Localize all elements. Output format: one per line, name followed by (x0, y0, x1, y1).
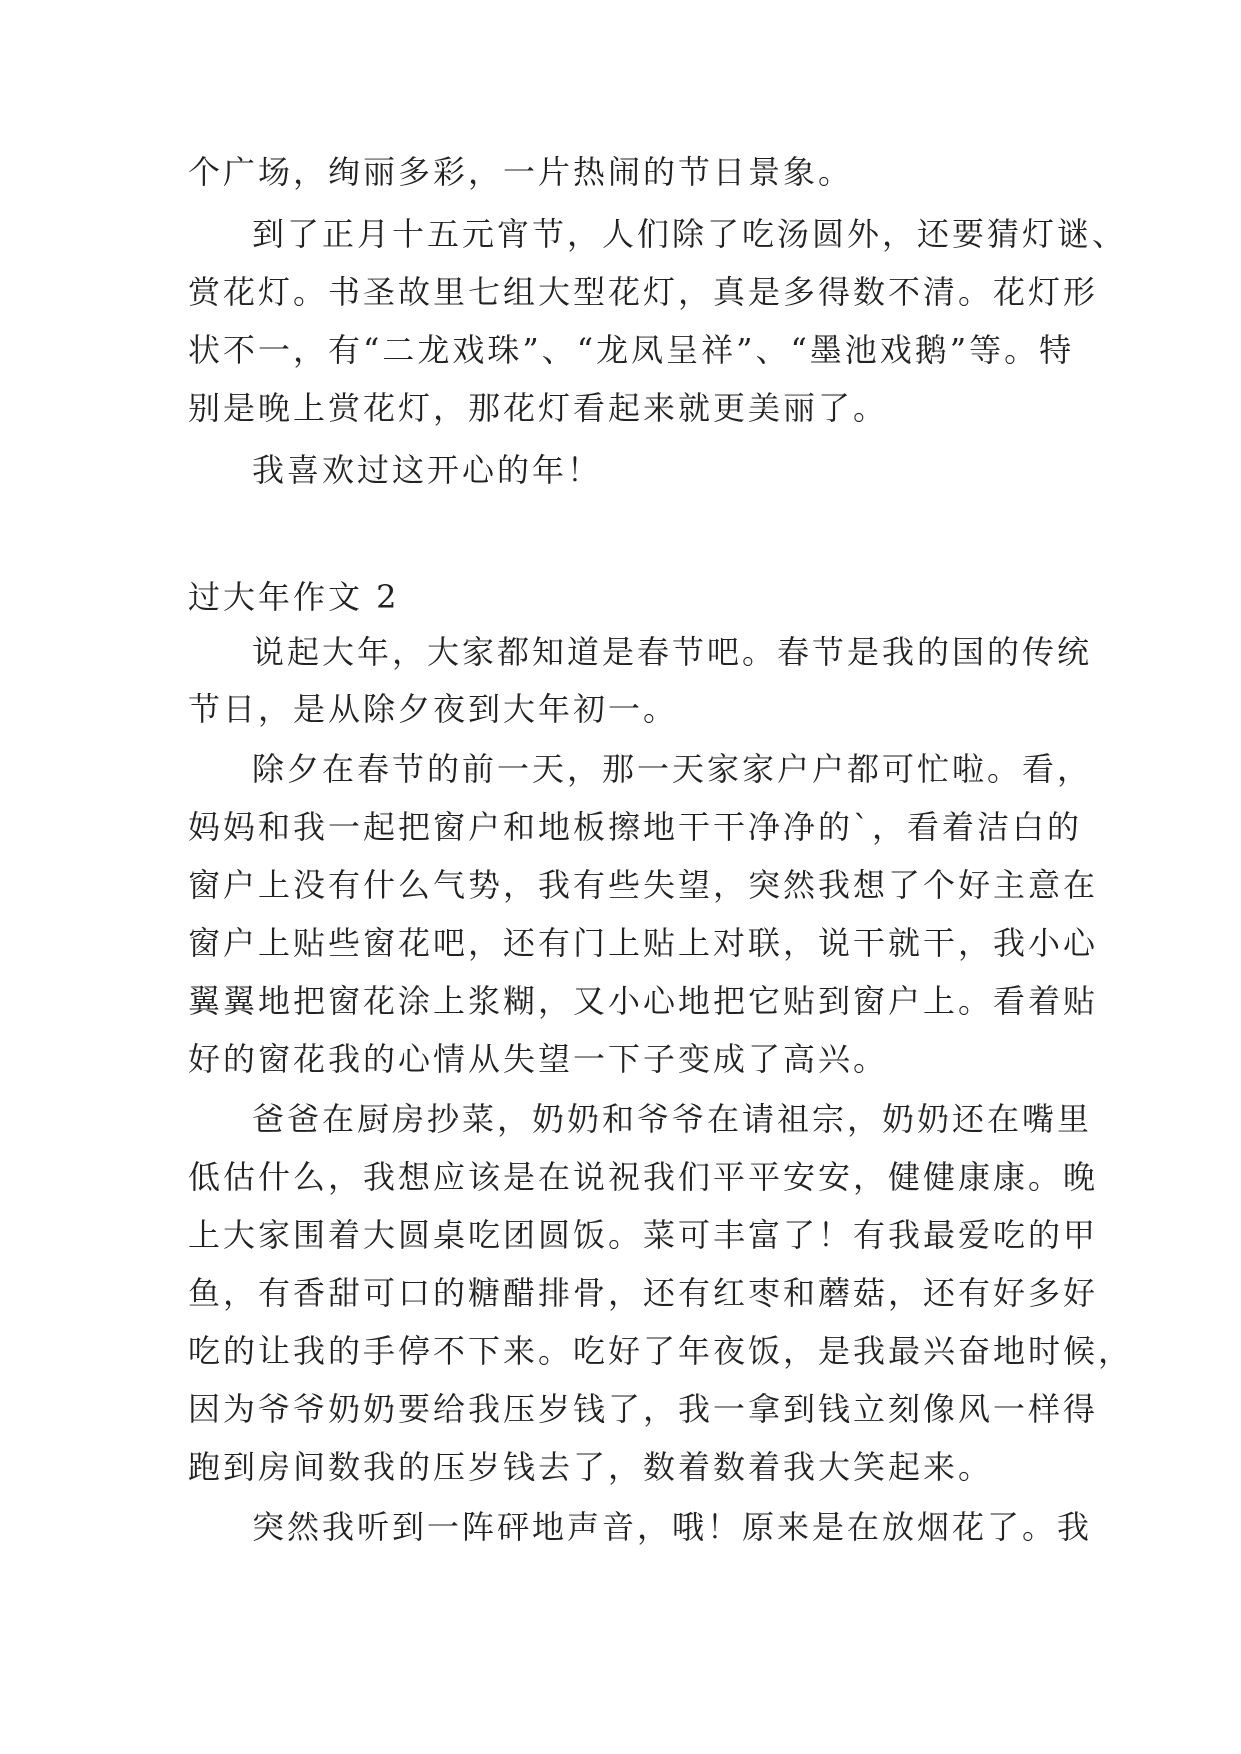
paragraph-line: 因为爷爷奶奶要给我压岁钱了，我一拿到钱立刻像风一样得 (188, 1390, 1099, 1428)
paragraph-line: 个广场，绚丽多彩，一片热闹的节日景象。 (188, 153, 854, 191)
paragraph-line: 别是晚上赏花灯，那花灯看起来就更美丽了。 (188, 389, 889, 427)
paragraph-line: 妈妈和我一起把窗户和地板擦地干干净净的`，看着洁白的 (188, 808, 1083, 846)
paragraph-line: 我喜欢过这开心的年！ (252, 451, 603, 489)
section-heading: 过大年作文 2 (188, 578, 400, 616)
paragraph-line: 状不一，有“二龙戏珠”、“龙凤呈祥”、“墨池戏鹅”等。特 (188, 331, 1075, 369)
paragraph-line: 说起大年，大家都知道是春节吧。春节是我的国的传统 (252, 633, 1093, 671)
paragraph-line: 吃的让我的手停不下来。吃好了年夜饭，是我最兴奋地时候， (188, 1332, 1134, 1370)
paragraph-line: 到了正月十五元宵节，人们除了吃汤圆外，还要猜灯谜、 (252, 215, 1128, 253)
paragraph-line: 除夕在春节的前一天，那一天家家户户都可忙啦。看， (252, 750, 1093, 788)
paragraph-line: 鱼，有香甜可口的糖醋排骨，还有红枣和蘑菇，还有好多好 (188, 1274, 1099, 1312)
paragraph-line: 窗户上贴些窗花吧，还有门上贴上对联，说干就干，我小心 (188, 924, 1099, 962)
paragraph-line: 节日，是从除夕夜到大年初一。 (188, 690, 679, 728)
paragraph-line: 跑到房间数我的压岁钱去了，数着数着我大笑起来。 (188, 1448, 994, 1486)
paragraph-line: 爸爸在厨房抄菜，奶奶和爷爷在请祖宗，奶奶还在嘴里 (252, 1100, 1093, 1138)
paragraph-line: 上大家围着大圆桌吃团圆饭。菜可丰富了！有我最爱吃的甲 (188, 1216, 1099, 1254)
paragraph-line: 赏花灯。书圣故里七组大型花灯，真是多得数不清。花灯形 (188, 273, 1099, 311)
paragraph-line: 翼翼地把窗花涂上浆糊，又小心地把它贴到窗户上。看着贴 (188, 982, 1099, 1020)
paragraph-line: 窗户上没有什么气势，我有些失望，突然我想了个好主意在 (188, 866, 1099, 904)
paragraph-line: 突然我听到一阵砰地声音，哦！原来是在放烟花了。我 (252, 1508, 1093, 1546)
paragraph-line: 低估什么，我想应该是在说祝我们平平安安，健健康康。晚 (188, 1158, 1099, 1196)
paragraph-line: 好的窗花我的心情从失望一下子变成了高兴。 (188, 1040, 889, 1078)
